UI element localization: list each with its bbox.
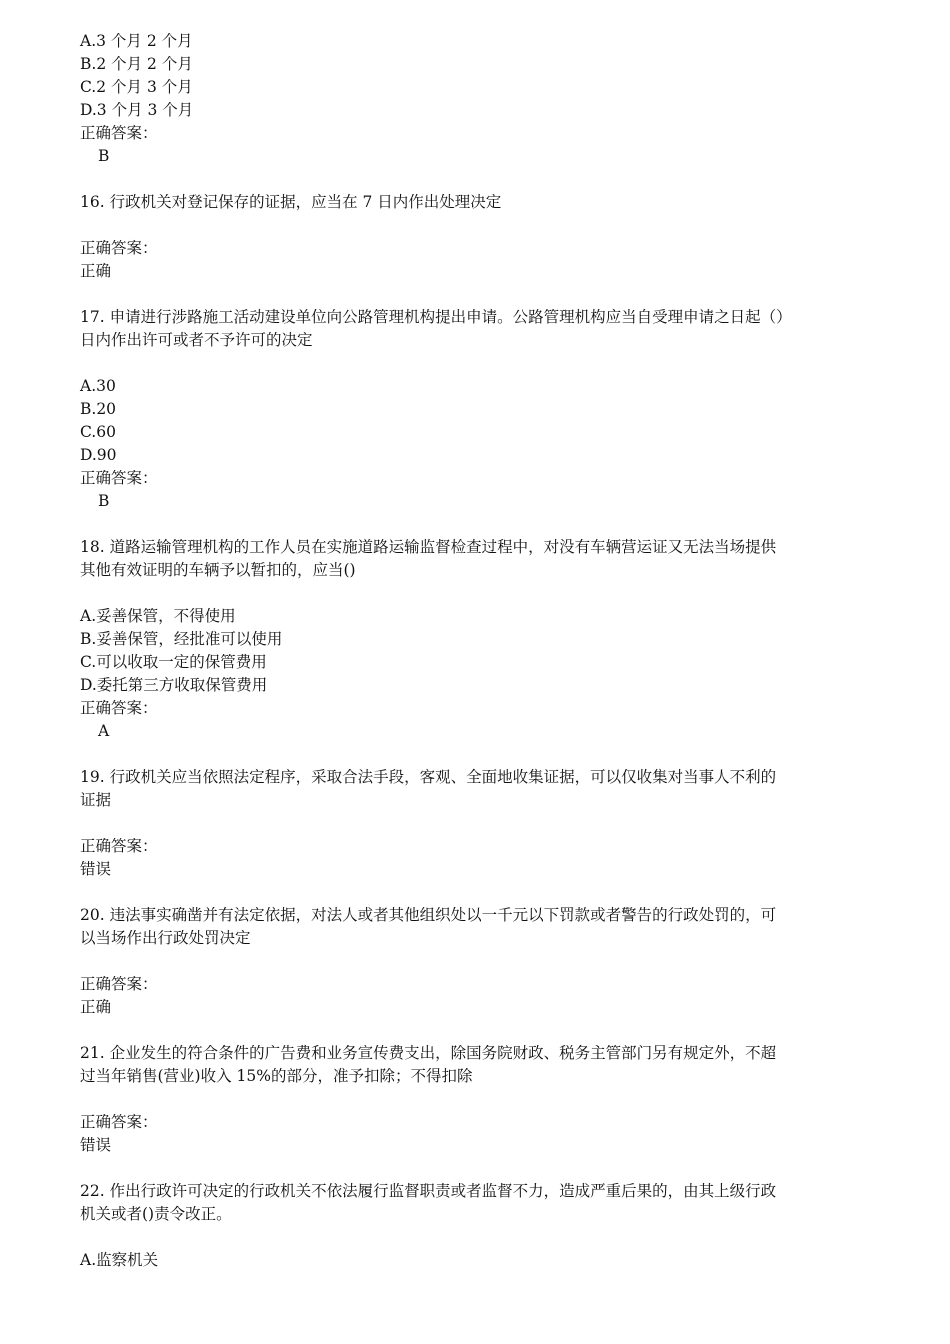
option-a: A.30 [80, 377, 116, 395]
answer-label: 正确答案： [80, 469, 158, 487]
answer-label: 正确答案： [80, 124, 158, 142]
q20-block [80, 904, 880, 1019]
answer-value: A [98, 722, 110, 740]
answer-value: 错误 [80, 1136, 112, 1154]
question-text-cont: 其他有效证明的车辆予以暂扣的，应当() [80, 561, 356, 579]
question-text-cont: 日内作出许可或者不予许可的决定 [80, 331, 313, 349]
option-c: C.可以收取一定的保管费用 [80, 653, 267, 671]
answer-label: 正确答案： [80, 837, 158, 855]
option-b: B.2 个月 2 个月 [80, 55, 193, 73]
document-page [80, 30, 880, 1272]
question-text: 20. 违法事实确凿并有法定依据，对法人或者其他组织处以一千元以下罚款或者警告的行政处罚的，可 [80, 906, 777, 924]
option-a: A.监察机关 [80, 1251, 159, 1269]
q17-block [80, 306, 880, 513]
option-b: B.妥善保管，经批准可以使用 [80, 630, 283, 648]
option-c: C.60 [80, 423, 116, 441]
question-text-cont: 证据 [80, 791, 112, 809]
answer-value: 正确 [80, 262, 112, 280]
question-text-cont: 机关或者()责令改正。 [80, 1205, 232, 1223]
answer-value: 正确 [80, 998, 112, 1016]
answer-value: 错误 [80, 860, 112, 878]
question-text-cont: 以当场作出行政处罚决定 [80, 929, 251, 947]
option-a: A.妥善保管，不得使用 [80, 607, 236, 625]
answer-value: B [98, 492, 110, 510]
question-text: 16. 行政机关对登记保存的证据，应当在 7 日内作出处理决定 [80, 193, 502, 211]
option-d: D.3 个月 3 个月 [80, 101, 194, 119]
q18-block [80, 536, 880, 743]
question-text: 21. 企业发生的符合条件的广告费和业务宣传费支出，除国务院财政、税务主管部门另有规定外，不超 [80, 1044, 777, 1062]
q15-block [80, 30, 880, 168]
question-text: 17. 申请进行涉路施工活动建设单位向公路管理机构提出申请。公路管理机构应当自受理申请之日起（） [80, 308, 792, 326]
answer-label: 正确答案： [80, 239, 158, 257]
q16-block [80, 191, 880, 283]
question-text: 19. 行政机关应当依照法定程序，采取合法手段，客观、全面地收集证据，可以仅收集对当事人不利的 [80, 768, 777, 786]
option-a: A.3 个月 2 个月 [80, 32, 193, 50]
answer-label: 正确答案： [80, 699, 158, 717]
question-text: 22. 作出行政许可决定的行政机关不依法履行监督职责或者监督不力，造成严重后果的，由其上级行政 [80, 1182, 777, 1200]
q22-block [80, 1180, 880, 1272]
option-b: B.20 [80, 400, 117, 418]
option-d: D.90 [80, 446, 117, 464]
q19-block [80, 766, 880, 881]
answer-value: B [98, 147, 110, 165]
answer-label: 正确答案： [80, 1113, 158, 1131]
option-d: D.委托第三方收取保管费用 [80, 676, 268, 694]
answer-label: 正确答案： [80, 975, 158, 993]
q21-block [80, 1042, 880, 1157]
question-text: 18. 道路运输管理机构的工作人员在实施道路运输监督检查过程中，对没有车辆营运证又无法当场提供 [80, 538, 777, 556]
question-text-cont: 过当年销售(营业)收入 15%的部分，准予扣除；不得扣除 [80, 1067, 473, 1085]
option-c: C.2 个月 3 个月 [80, 78, 193, 96]
